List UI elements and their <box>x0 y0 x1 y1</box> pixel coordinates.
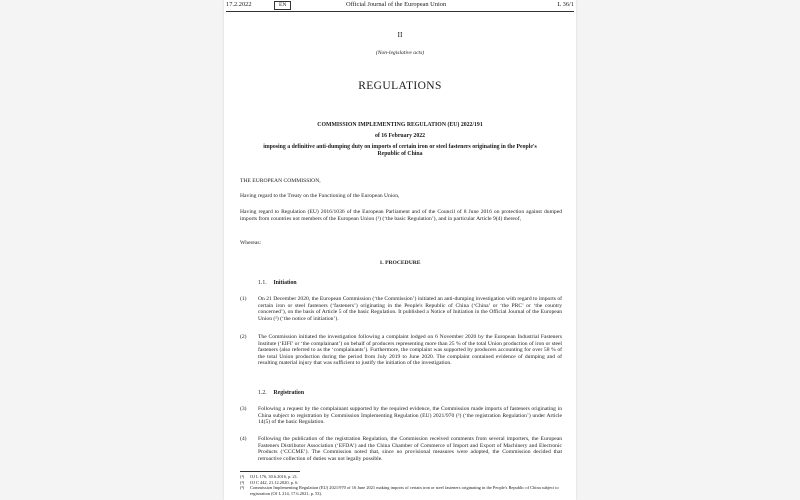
section-procedure-heading: 1. PROCEDURE <box>379 260 421 266</box>
section-heading: REGULATIONS <box>358 80 442 92</box>
non-legislative-label: (Non-legislative acts) <box>375 50 425 56</box>
recital-number: (3) <box>240 406 247 412</box>
preamble-treaty: Having regard to the Treaty on the Functioning of the European Union, <box>240 193 400 199</box>
footnote-number: (¹) <box>240 474 245 479</box>
subsection-title: Registration <box>273 390 305 396</box>
regulation-date-line: of 16 February 2022 <box>374 133 426 139</box>
subsection-registration <box>258 390 304 397</box>
preamble-whereas: Whereas: <box>240 240 262 246</box>
subsection-title: Initiation <box>273 280 297 286</box>
recital-number: (1) <box>240 296 247 302</box>
recital-number: (4) <box>240 436 247 442</box>
journal-name: Official Journal of the European Union <box>346 1 447 8</box>
document-page <box>224 0 576 500</box>
page-reference: L 36/1 <box>557 1 574 8</box>
page-header <box>226 2 574 10</box>
preamble-basic-regulation: Having regard to Regulation (EU) 2016/1036 of the European Parliament and of the Council of 8 June 2016 on protection against dumped imports from countries not members of the European Union (¹) (‘the basic Regulation’), and in particular Article 9(4) thereof, <box>240 209 562 222</box>
recital <box>240 334 562 367</box>
recital-text: Following the publication of the registration Regulation, the Commission received comments from several importers, the European Fasteners Distributor Association (‘EFDA’) and the China Chamber of Commerce of Import and Export of Machinery and Electronic Products (‘CCCME’). The Commission noted that, since no provisional measures were adopted, the Commission decided that retroactive collection of duties was not legally possible. <box>258 436 562 462</box>
header-rule <box>226 11 574 12</box>
footnote-text: OJ C 442, 21.12.2020, p. 6. <box>250 479 299 485</box>
footnote-number: (³) <box>240 485 245 491</box>
recital-text: On 21 December 2020, the European Commission (‘the Commission’) initiated an anti-dumping investigation with regard to imports of certain iron or steel fasteners (‘fasteners’) originating in the People's Republic of China (‘China’ or ‘the PRC’ or ‘the country concerned’), on the basis of Article 5 of the basic Regulation. It published a Notice of Initiation in the Official Journal of the European Union (²) (‘the notice of initiation’). <box>258 296 562 322</box>
regulation-subject-line: imposing a definitive anti-dumping duty on imports of certain iron or steel fasteners originating in the People's Republic of China <box>263 144 537 157</box>
footnote-text: Commission Implementing Regulation (EU) 2021/970 of 16 June 2021 making imports of certain iron or steel fasteners originating in the People's Republic of China subject to registration (OJ L 214, 17.6.2021, p. 53). <box>250 485 559 496</box>
footnotes <box>240 474 562 496</box>
regulation-title <box>244 122 556 158</box>
footnote <box>240 485 562 496</box>
recital-text: Following a request by the complainant supported by the required evidence, the Commission made imports of fasteners originating in China subject to registration by Commission Implementing Regulation (EU) 2021/970 (³) (‘the registration Regulation’) under Article 14(5) of the basic Regulation. <box>258 406 562 426</box>
recital-number: (2) <box>240 334 247 340</box>
footnote-number: (²) <box>240 479 245 485</box>
footnote-text: OJ L 176, 30.6.2016, p. 21. <box>250 474 299 479</box>
preamble-commission: THE EUROPEAN COMMISSION, <box>240 178 321 184</box>
footnote-rule <box>240 471 300 472</box>
subsection-number: 1.2. <box>258 390 267 396</box>
recital <box>240 296 562 322</box>
language-badge: EN <box>274 1 291 10</box>
recital-text: The Commission initiated the investigation following a complaint lodged on 6 November 2020 by the European Industrial Fasteners Institute (‘EIFI’ or ‘the complainant’) on behalf of producers representing more than 25 % of the total Union production of iron or steel fasteners (also referred to as the ‘complainants’). Furthermore, the complaint was supported by producers accounting for over 58 % of the total Union production during the period from July 2019 to June 2020. The complaint contained evidence of dumping and of resulting material injury that was sufficient to justify the initiation of the investigation. <box>258 334 562 367</box>
part-number: II <box>397 30 403 39</box>
recital <box>240 406 562 426</box>
recital <box>240 436 562 462</box>
subsection-initiation <box>258 280 297 287</box>
header-date: 17.2.2022 <box>226 1 252 8</box>
subsection-number: 1.1. <box>258 280 267 286</box>
regulation-title-line: COMMISSION IMPLEMENTING REGULATION (EU) 2022/191 <box>317 122 483 128</box>
